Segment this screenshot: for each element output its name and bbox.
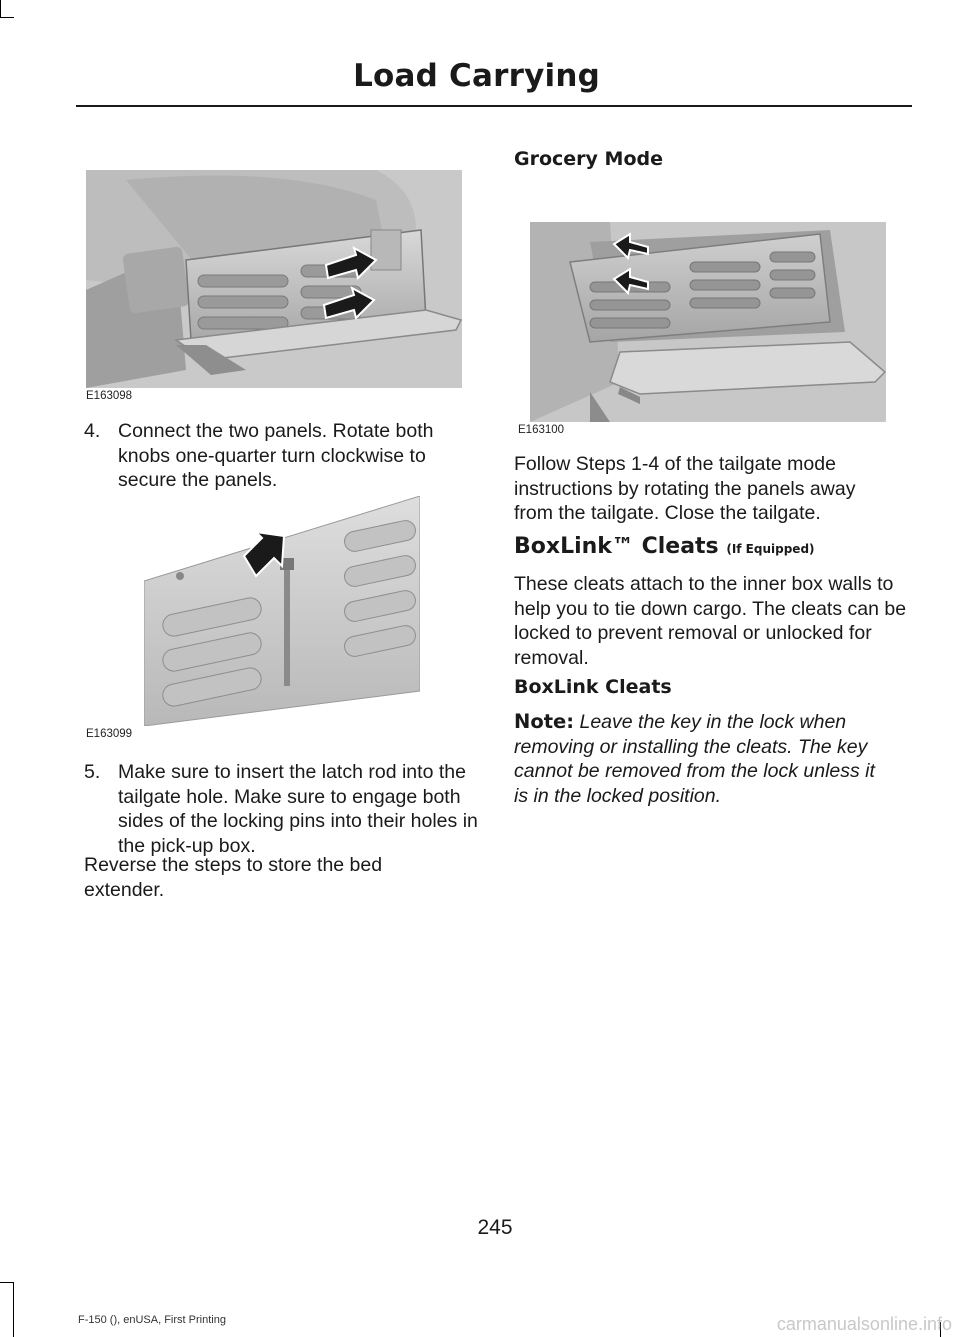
edition-footer: F-150 (), enUSA, First Printing xyxy=(78,1314,226,1326)
step-number: 5. xyxy=(84,761,101,783)
watermark: carmanualsonline.info xyxy=(776,1314,952,1334)
page-number: 245 xyxy=(477,1216,513,1239)
figure-grocery-mode xyxy=(530,222,886,422)
figure-id: E163098 xyxy=(86,390,133,402)
boxlink-heading-text: BoxLink™ Cleats xyxy=(514,534,719,559)
boxlink-paragraph: These cleats attach to the inner box walls to help you to tie down cargo. The cleats can be locked to prevent removal or unlocked for removal. xyxy=(514,573,907,669)
note-paragraph xyxy=(514,710,894,808)
crop-mark xyxy=(13,1282,14,1337)
if-equipped-label: (If Equipped) xyxy=(726,542,815,556)
grocery-mode-heading: Grocery Mode xyxy=(514,148,663,170)
figure-id: E163099 xyxy=(86,728,133,740)
figure-id: E163100 xyxy=(518,424,565,436)
note-text: Leave the key in the lock when removing or installing the cleats. The key cannot be removed from the lock unless it is in the locked position. xyxy=(514,711,875,807)
figure-latch-rod xyxy=(144,496,420,726)
step-number: 4. xyxy=(84,420,101,442)
step-text: Connect the two panels. Rotate both knobs one-quarter turn clockwise to secure the panels. xyxy=(118,420,434,491)
grocery-mode-paragraph: Follow Steps 1-4 of the tailgate mode instructions by rotating the panels away from the tailgate. Close the tailgate. xyxy=(514,453,856,524)
boxlink-cleats-subheading: BoxLink Cleats xyxy=(514,676,672,698)
note-label: Note: xyxy=(514,710,575,733)
header-divider xyxy=(76,105,912,107)
boxlink-heading xyxy=(514,534,815,559)
step-text: Make sure to insert the latch rod into the tailgate hole. Make sure to engage both sides of the locking pins into their holes in the pick-up box. xyxy=(118,761,478,857)
bed-extender-illustration xyxy=(86,170,462,388)
reverse-steps-paragraph: Reverse the steps to store the bed extender. xyxy=(84,854,383,901)
crop-mark xyxy=(0,17,14,18)
crop-mark xyxy=(0,1282,14,1283)
figure-bed-extender-connect xyxy=(86,170,462,388)
page-title: Load Carrying xyxy=(353,58,600,94)
grocery-mode-illustration xyxy=(530,222,886,422)
crop-mark xyxy=(0,0,1,18)
latch-rod-illustration xyxy=(144,496,420,726)
